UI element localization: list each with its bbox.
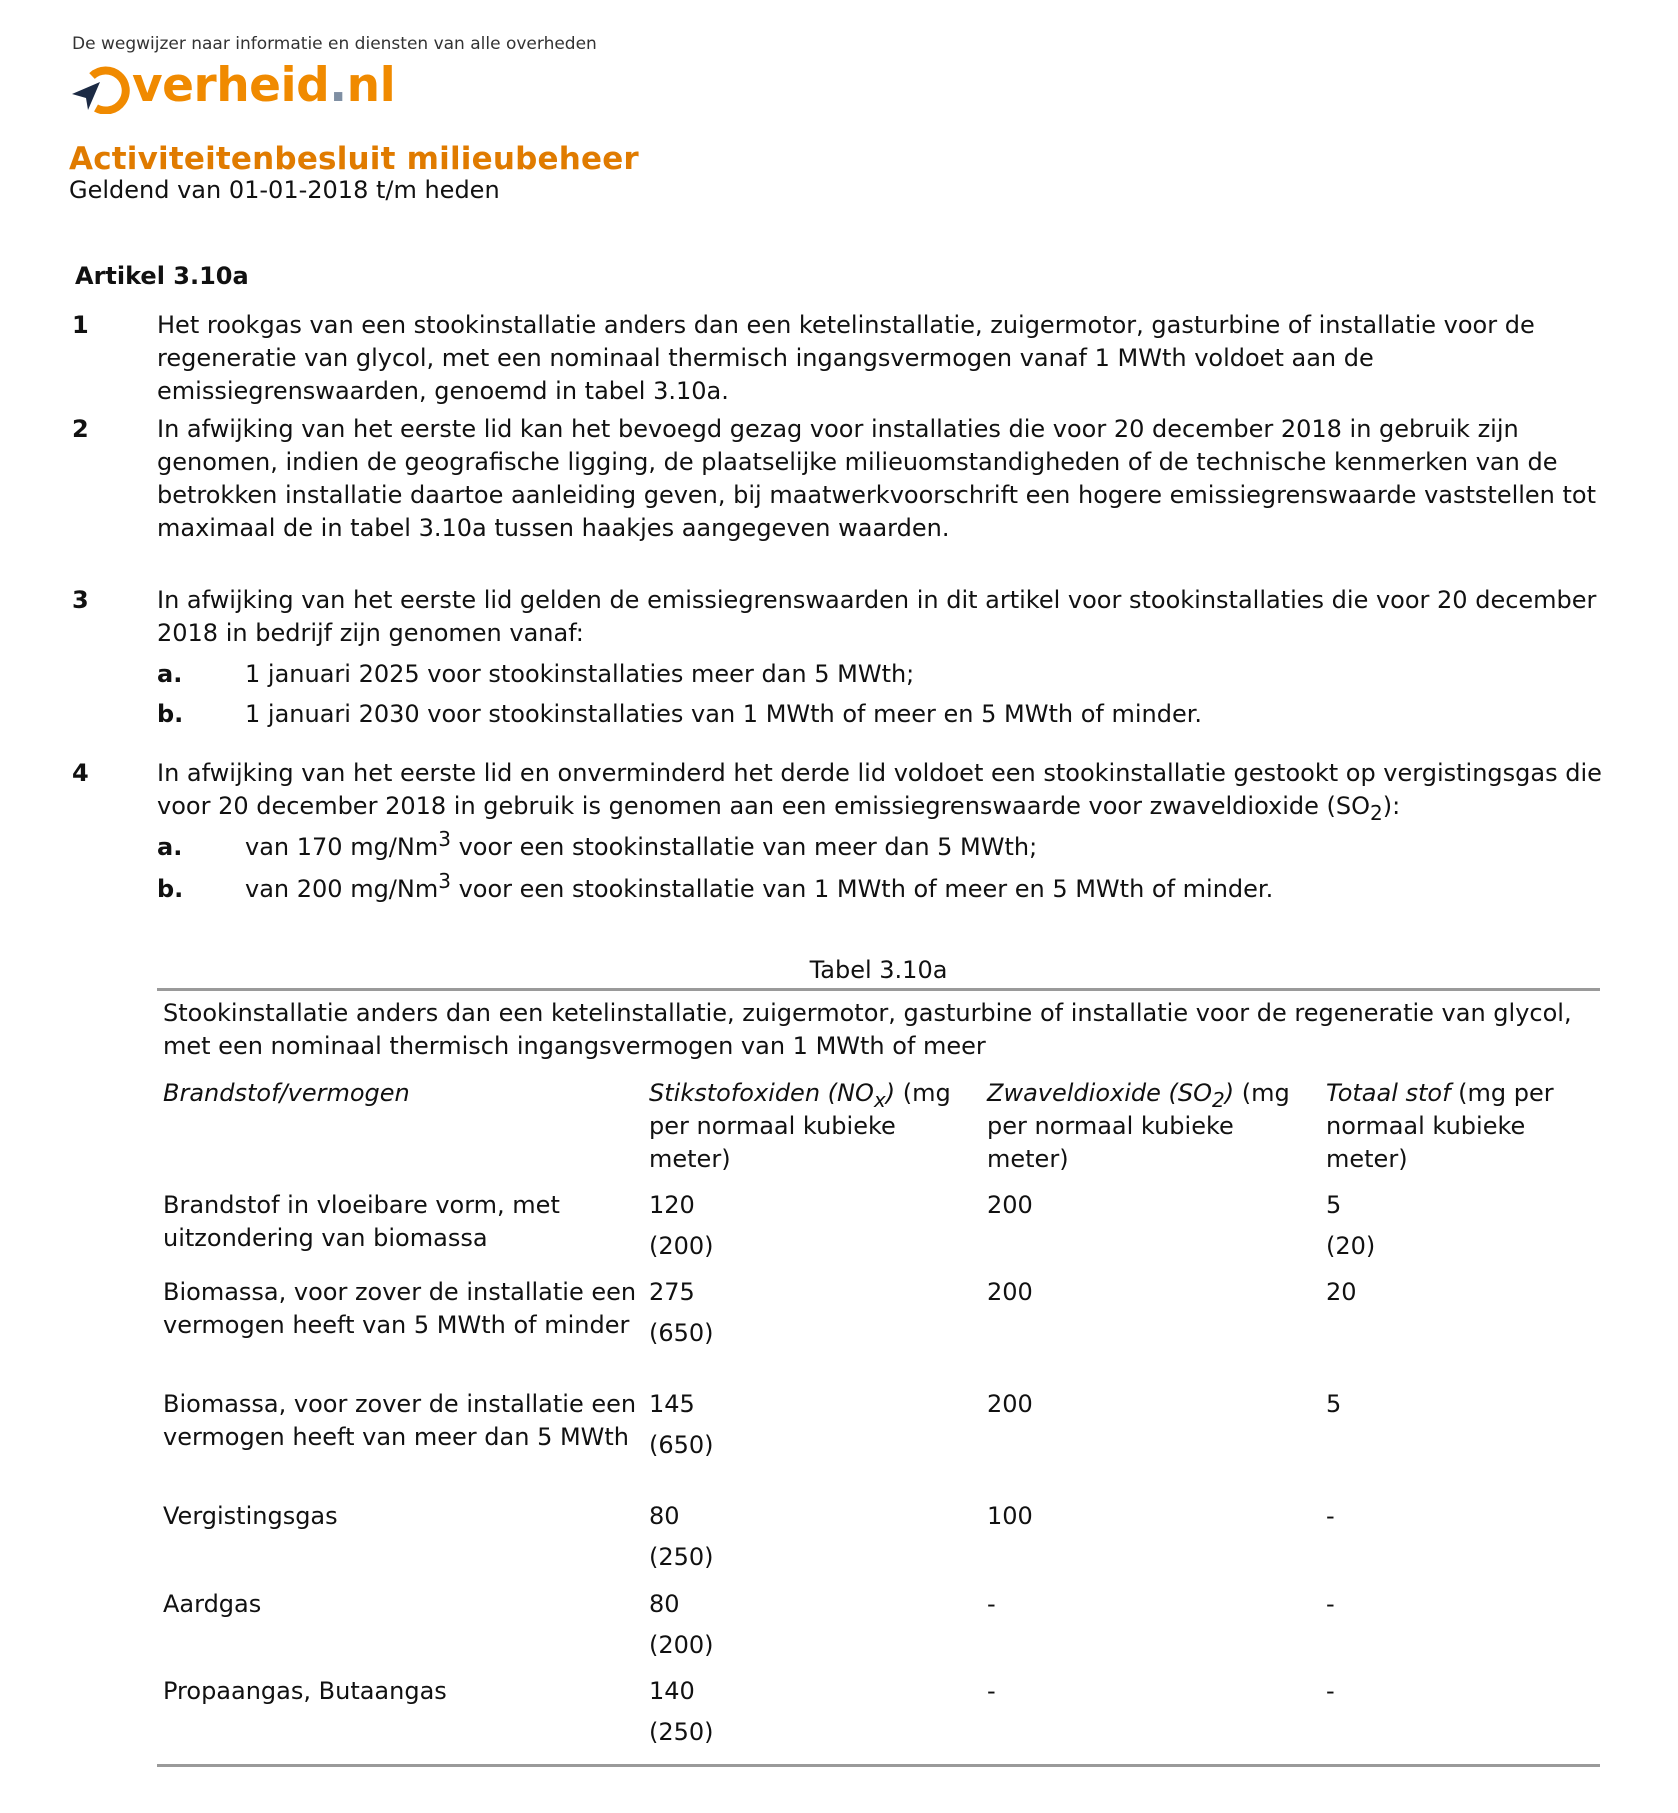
cell-fuel: Vergistingsgas [163, 1502, 338, 1530]
cell-fuel: Brandstof in vloeibare vorm, met uitzondering van biomassa [163, 1191, 560, 1252]
cell-nox: 275 (650) [649, 1278, 714, 1347]
article-heading: Artikel 3.10a [75, 262, 249, 290]
article-lid-4 [72, 757, 1612, 906]
cell-so2: 100 [987, 1502, 1033, 1530]
header-dust: Totaal stof (mg per normaal kubieke meter) [1326, 1079, 1554, 1173]
header-fuel: Brandstof/vermogen [163, 1079, 410, 1107]
lid-text: In afwijking van het eerste lid kan het bevoegd gezag voor installaties die voor 20 december 2018 in gebruik zijn genomen, indien de geografische ligging, de plaatselijke milieuomstandigheden of de technische kenmerken van de betrokken installatie daartoe aanleiding geven, bij maatwerkvoorschrift een hogere emissiegrenswaarde vaststellen tot maximaal de in tabel 3.10a tussen haakjes aangegeven waarden. [157, 415, 1597, 542]
sub-item-b [157, 698, 1612, 731]
cell-so2: 200 [987, 1278, 1033, 1306]
cell-nox: 140 (250) [649, 1677, 714, 1746]
table-caption: Tabel 3.10a [809, 956, 948, 984]
sub-item-a [157, 827, 1612, 864]
lid-text: Het rookgas van een stookinstallatie anders dan een ketelinstallatie, zuigermotor, gasturbine of installatie voor de regeneratie van glycol, met een nominaal thermisch ingangsvermogen vanaf 1 MWth voldoet aan de emissiegrenswaarden, genoemd in tabel 3.10a. [157, 311, 1535, 405]
sub-text: van 200 mg/Nm$^3$ voor een stookinstallatie van 1 MWth of meer en 5 MWth of minder. [245, 869, 1274, 903]
cell-dust: 20 [1326, 1278, 1357, 1306]
cell-dust: 5 (20) [1326, 1191, 1376, 1260]
sub-text: 1 januari 2030 voor stookinstallaties van 1 MWth of meer en 5 MWth of minder. [245, 700, 1203, 728]
cell-fuel: Biomassa, voor zover de installatie een vermogen heeft van meer dan 5 MWth [163, 1390, 637, 1451]
lid-number: 2 [72, 415, 89, 443]
table-bottom-rule [157, 1764, 1600, 1767]
sub-text: 1 januari 2025 voor stookinstallaties meer dan 5 MWth; [245, 660, 915, 688]
cell-nox: 80 (200) [649, 1590, 714, 1659]
lid-text: In afwijking van het eerste lid en onverminderd het derde lid voldoet een stookinstallatie gestookt op vergistingsgas die voor 20 december 2018 in gebruik is genomen aan een emissiegrenswaarde voor zwaveldioxide $(SO_2)$: [157, 759, 1602, 825]
article-lid-3 [72, 584, 1612, 731]
cell-fuel: Biomassa, voor zover de installatie een vermogen heeft van 5 MWth of minder [163, 1278, 637, 1339]
cell-nox: 145 (650) [649, 1390, 714, 1459]
lid-number: 3 [72, 586, 89, 614]
table-description: Stookinstallatie anders dan een ketelinstallatie, zuigermotor, gasturbine of installatie voor de regeneratie van glycol, met een nominaal thermisch ingangsvermogen van 1 MWth of meer [163, 999, 1572, 1060]
article-lid-1 [72, 309, 1612, 408]
sub-letter: a. [157, 833, 183, 861]
lid-text: In afwijking van het eerste lid gelden de emissiegrenswaarden in dit artikel voor stookinstallaties die voor 20 december 2018 in bedrijf zijn genomen vanaf: [157, 586, 1597, 647]
logo-wordmark: verheid.nl [132, 58, 396, 113]
document-validity: Geldend van 01-01-2018 t/m heden [69, 176, 500, 204]
table-top-rule [157, 988, 1600, 991]
cell-so2: - [987, 1590, 996, 1618]
sub-letter: b. [157, 700, 184, 728]
sub-letter: b. [157, 875, 184, 903]
cell-so2: 200 [987, 1191, 1033, 1219]
lid-number: 1 [72, 311, 89, 339]
cell-nox: 120 (200) [649, 1191, 714, 1260]
document-title: Activiteitenbesluit milieubeheer [69, 141, 639, 177]
overheid-logo[interactable] [70, 58, 395, 114]
lid-number: 4 [72, 759, 89, 787]
sub-letter: a. [157, 660, 183, 688]
header-nox: Stikstofoxiden $(NO_x)$ (mg per normaal kubieke meter) [649, 1079, 951, 1173]
cell-dust: - [1326, 1677, 1335, 1705]
cell-dust: - [1326, 1502, 1335, 1530]
sub-text: van 170 mg/Nm$^3$ voor een stookinstallatie van meer dan 5 MWth; [245, 827, 1038, 861]
sub-item-a [157, 658, 1612, 691]
cell-so2: 200 [987, 1390, 1033, 1418]
cell-fuel: Propaangas, Butaangas [163, 1677, 447, 1705]
cell-fuel: Aardgas [163, 1590, 262, 1618]
header-so2: Zwaveldioxide $(SO_2)$ (mg per normaal kubieke meter) [987, 1079, 1290, 1173]
site-tagline: De wegwijzer naar informatie en diensten van alle overheden [72, 34, 597, 54]
sub-item-b [157, 869, 1612, 906]
overheid-logo-arrow-icon [70, 58, 132, 114]
cell-dust: 5 [1326, 1390, 1342, 1418]
cell-dust: - [1326, 1590, 1335, 1618]
article-lid-2 [72, 413, 1612, 545]
cell-nox: 80 (250) [649, 1502, 714, 1571]
cell-so2: - [987, 1677, 996, 1705]
